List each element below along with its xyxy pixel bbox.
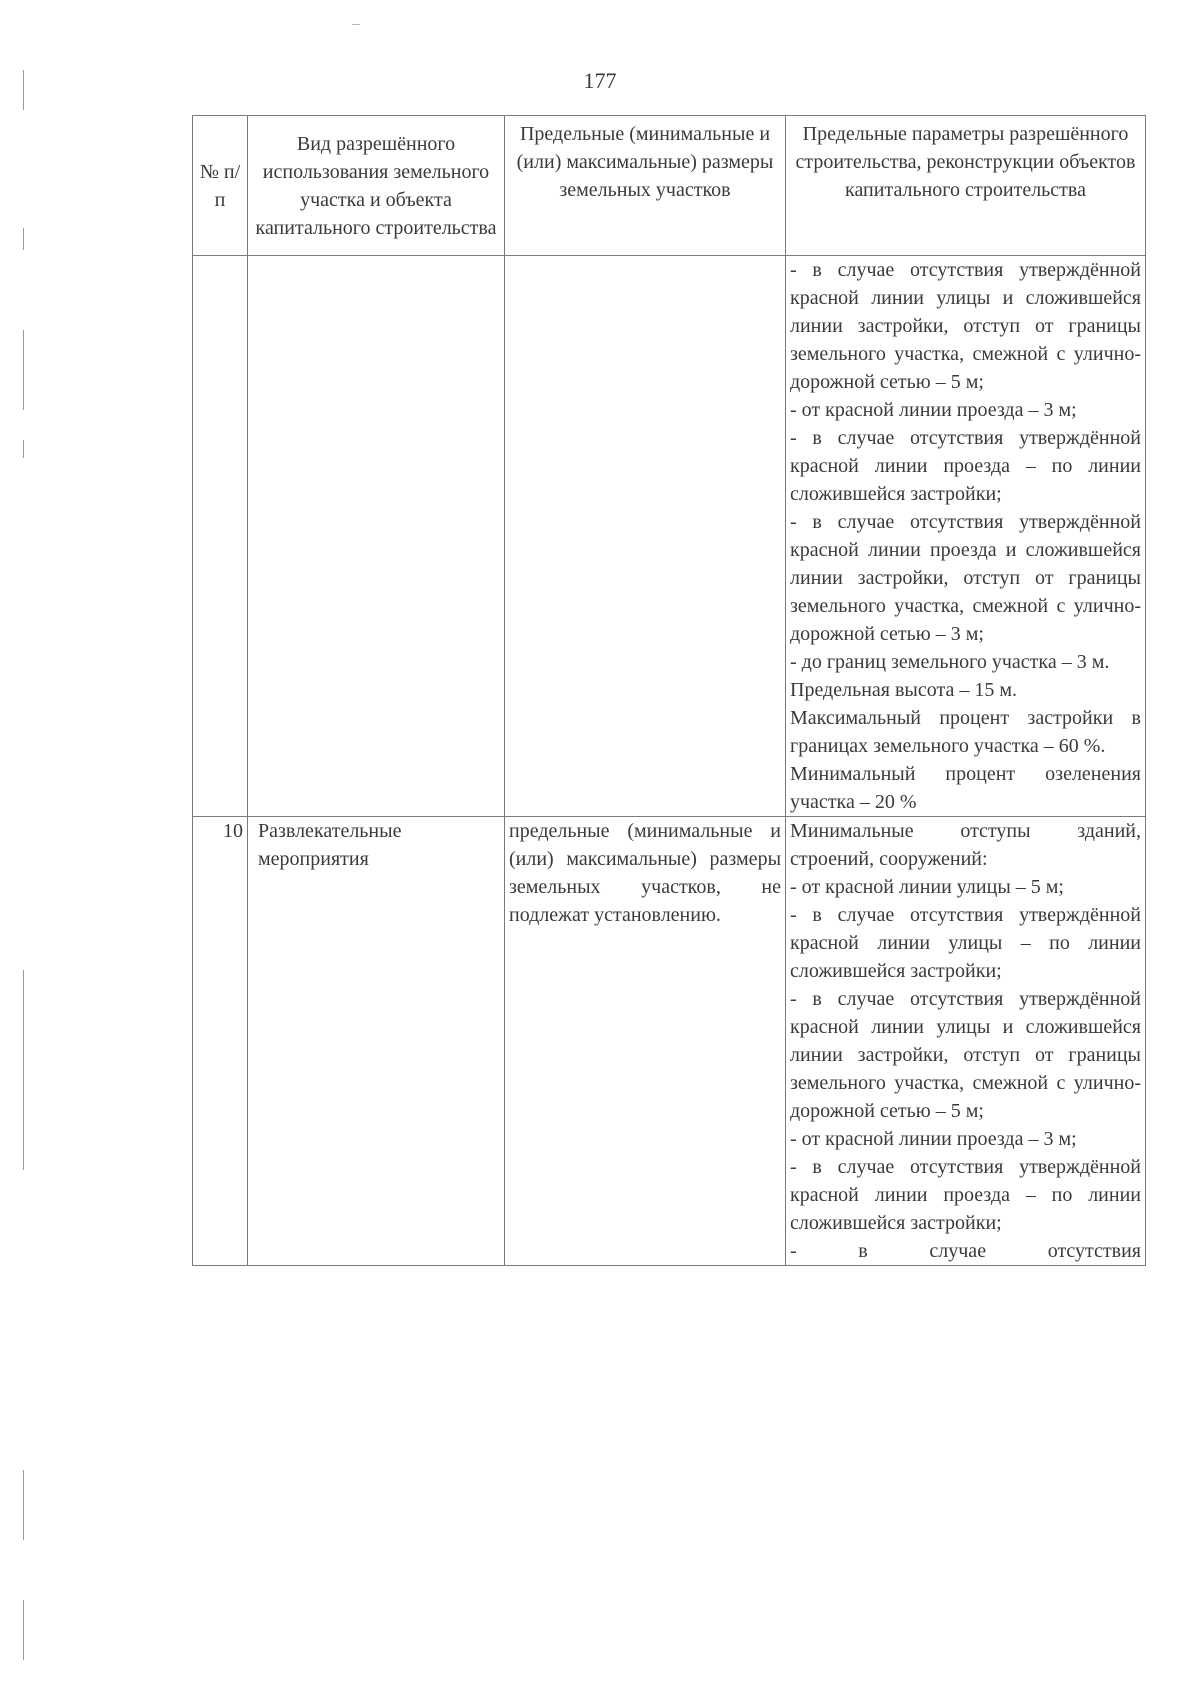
param-line: - от красной линии проезда – 3 м; [790, 1128, 1077, 1150]
param-line: - от красной линии улицы – 5 м; [790, 876, 1064, 898]
scan-margin-mark [23, 1600, 24, 1660]
header-num: № п/п [193, 116, 248, 256]
cell-num: 10 [193, 817, 248, 1266]
param-line: - в случае отсутствия [790, 1240, 1141, 1262]
page-number: 177 [583, 68, 617, 93]
cell-use [248, 256, 505, 817]
param-line: - в случае отсутствия утверждённой красной линии улицы и сложившейся линии застройки, отступ от границы земельного участка, смежной с улично-дорожной сетью – 5 м; [790, 988, 1141, 1122]
scan-margin-mark [23, 970, 24, 1170]
cell-use: Развлекательные мероприятия [248, 817, 505, 1266]
param-line: Минимальные отступы зданий, строений, сооружений: [790, 820, 1141, 870]
cell-size: предельные (минимальные и (или) максимальные) размеры земельных участков, не подлежат установлению. [505, 817, 786, 1266]
table-row [193, 817, 1146, 1266]
zoning-table [192, 115, 1146, 1266]
cell-size [505, 256, 786, 817]
header-size: Предельные (минимальные и (или) максимальные) размеры земельных участков [505, 116, 786, 256]
header-params: Предельные параметры разрешённого строительства, реконструкции объектов капитального строительства [786, 116, 1146, 256]
header-use: Вид разрешённого использования земельного участка и объекта капитального строительства [248, 116, 505, 256]
param-line: - в случае отсутствия утверждённой красной линии проезда – по линии сложившейся застройки; [790, 427, 1141, 505]
cell-params [786, 817, 1146, 1266]
param-line: Минимальный процент озеленения участка – 20 % [790, 763, 1141, 813]
scan-margin-mark [23, 330, 24, 410]
scan-margin-mark [23, 440, 24, 458]
param-line: - в случае отсутствия утверждённой красной линии улицы и сложившейся линии застройки, отступ от границы земельного участка, смежной с улично-дорожной сетью – 5 м; [790, 259, 1141, 393]
param-line: Максимальный процент застройки в границах земельного участка – 60 %. [790, 707, 1141, 757]
param-line: Предельная высота – 15 м. [790, 679, 1018, 701]
table-header-row [193, 116, 1146, 256]
table-row [193, 256, 1146, 817]
param-line: - в случае отсутствия утверждённой красной линии улицы – по линии сложившейся застройки; [790, 904, 1141, 982]
scan-margin-mark [23, 228, 24, 250]
param-line: - до границ земельного участка – 3 м. [790, 651, 1110, 673]
cell-params [786, 256, 1146, 817]
param-line: - от красной линии проезда – 3 м; [790, 399, 1077, 421]
scan-margin-mark [23, 1470, 24, 1540]
cell-num [193, 256, 248, 817]
param-line: - в случае отсутствия утверждённой красной линии проезда – по линии сложившейся застройки; [790, 1156, 1141, 1234]
param-line: - в случае отсутствия утверждённой красной линии проезда и сложившейся линии застройки, отступ от границы земельного участка, смежной с улично-дорожной сетью – 3 м; [790, 511, 1141, 645]
scan-top-mark [352, 24, 360, 25]
